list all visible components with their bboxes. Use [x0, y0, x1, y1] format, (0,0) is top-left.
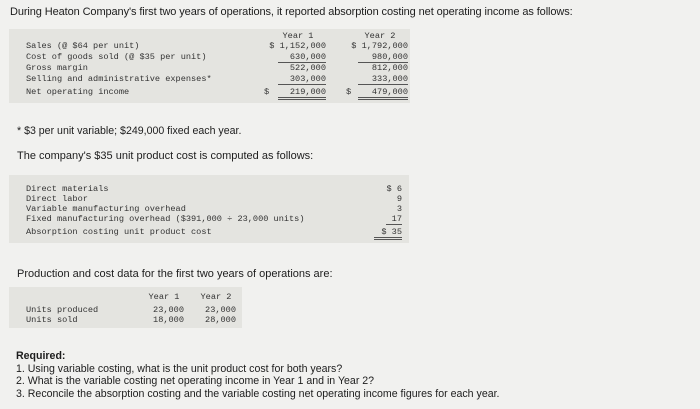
direct-labor-value: 9 — [396, 194, 402, 204]
production-intro: Production and cost data for the first two years of operations are: — [17, 268, 333, 280]
units-produced-year-2: 23,000 — [205, 305, 236, 315]
required-section — [16, 350, 499, 400]
row-label-direct-materials: Direct materials — [26, 184, 109, 194]
direct-materials-value: $ 6 — [386, 184, 402, 194]
unit-cost-intro: The company's $35 unit product cost is computed as follows: — [17, 150, 314, 162]
selling-admin-year-2: 333,000 — [358, 74, 408, 85]
row-label-direct-labor: Direct labor — [26, 194, 88, 204]
row-label-gross-margin: Gross margin — [26, 63, 88, 73]
row-label-cogs: Cost of goods sold (@ $35 per unit) — [26, 52, 207, 62]
variable-overhead-value: 3 — [396, 204, 402, 214]
noi-year-1-dollar: $ — [264, 87, 270, 97]
row-label-absorption-unit-cost: Absorption costing unit product cost — [26, 227, 212, 237]
required-item-2: 2. What is the variable costing net operating income in Year 1 and in Year 2? — [16, 375, 375, 387]
cogs-year-1: 630,000 — [278, 52, 326, 63]
header-year-2: Year 2 — [364, 31, 396, 41]
sales-year-1: $ 1,152,000 — [269, 41, 326, 51]
gross-margin-year-1: 522,000 — [289, 63, 326, 73]
sales-year-2: $ 1,792,000 — [351, 41, 408, 51]
production-header-year-2: Year 2 — [200, 292, 232, 302]
row-label-selling-admin: Selling and administrative expenses* — [26, 74, 212, 84]
fixed-overhead-value: 17 — [386, 214, 402, 225]
gross-margin-year-2: 812,000 — [371, 63, 408, 73]
row-label-sales: Sales (@ $64 per unit) — [26, 41, 140, 51]
row-label-units-produced: Units produced — [26, 305, 99, 315]
row-label-variable-overhead: Variable manufacturing overhead — [26, 204, 186, 214]
noi-year-1: 219,000 — [278, 87, 326, 100]
footnote: * $3 per unit variable; $249,000 fixed each year. — [17, 125, 242, 137]
noi-year-2: 479,000 — [358, 87, 408, 100]
required-item-1: 1. Using variable costing, what is the unit product cost for both years? — [16, 362, 343, 375]
units-sold-year-2: 28,000 — [205, 315, 236, 325]
units-sold-year-1: 18,000 — [153, 315, 184, 325]
selling-admin-year-1: 303,000 — [278, 74, 326, 85]
row-label-units-sold: Units sold — [26, 315, 78, 325]
intro-text: During Heaton Company's first two years of operations, it reported absorption costing net operating income as follows: — [10, 6, 573, 18]
cogs-year-2: 980,000 — [358, 52, 408, 63]
production-header-year-1: Year 1 — [148, 292, 180, 302]
header-year-1: Year 1 — [282, 31, 314, 41]
required-item-3: 3. Reconcile the absorption costing and the variable costing net operating income figures for each year. — [16, 387, 500, 400]
units-produced-year-1: 23,000 — [153, 305, 184, 315]
absorption-unit-cost-value: $ 35 — [374, 227, 402, 240]
row-label-net-operating-income: Net operating income — [26, 87, 130, 97]
row-label-fixed-overhead: Fixed manufacturing overhead ($391,000 ÷ 23,000 units) — [26, 214, 305, 224]
noi-year-2-dollar: $ — [346, 87, 352, 97]
required-title: Required: — [16, 350, 66, 362]
